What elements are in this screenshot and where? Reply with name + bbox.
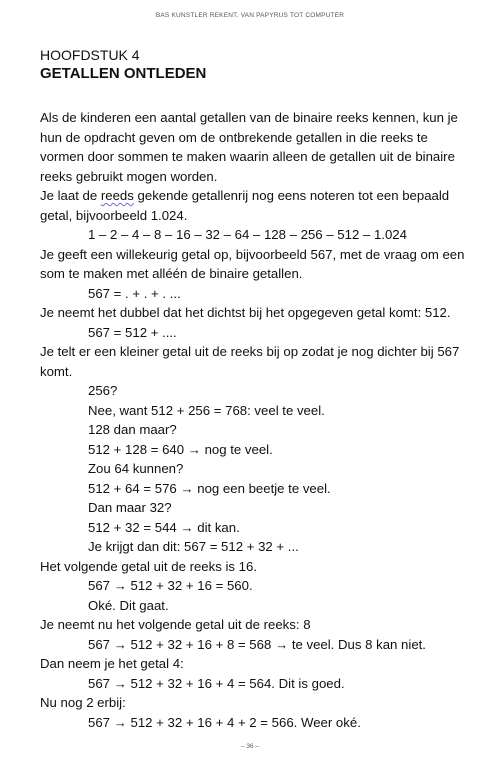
example-line: 512 + 32 = 544 → dit kan.: [88, 519, 240, 535]
chapter-label: HOOFDSTUK 4: [40, 47, 140, 63]
example-line: Oké. Dit gaat.: [88, 597, 169, 613]
paragraph: Het volgende getal uit de reeks is 16.: [40, 558, 257, 574]
example-line: Nee, want 512 + 256 = 768: veel te veel.: [88, 402, 325, 418]
spellcheck-marked-word: reeds: [100, 188, 134, 203]
paragraph: Als de kinderen een aantal getallen van de binaire reeks kennen, kun je hun de opdracht geven om de ontbrekende getallen in die reeks te vormen door sommen te maken waarin alleen de getallen uit de binaire reeks gebruikt mogen worden.: [40, 110, 458, 184]
paragraph: Je geeft een willekeurig getal op, bijvoorbeeld 567, met de vraag om een som te maken met alléén de binaire getallen.: [40, 246, 465, 281]
example-line: Zou 64 kunnen?: [88, 461, 184, 476]
example-line: 256?: [88, 383, 118, 398]
example-line: 567 → 512 + 32 + 16 = 560.: [88, 578, 253, 593]
page-number: – 36 –: [240, 743, 260, 750]
example-line: 567 = . + . + . ...: [88, 285, 181, 301]
example-line: Je krijgt dan dit: 567 = 512 + 32 + ...: [88, 539, 299, 554]
running-header: BAS KUNSTLER REKENT. VAN PAPYRUS TOT COMPUTER: [155, 12, 345, 19]
example-line: 567 → 512 + 32 + 16 + 4 = 564. Dit is goed.: [88, 675, 345, 691]
paragraph: Dan neem je het getal 4:: [40, 656, 184, 671]
paragraph: Nu nog 2 erbij:: [40, 695, 126, 710]
example-line: 1 – 2 – 4 – 8 – 16 – 32 – 64 – 128 – 256 – 512 – 1.024: [88, 227, 407, 242]
example-line: 567 → 512 + 32 + 16 + 8 = 568 → te veel. Dus 8 kan niet.: [88, 636, 426, 652]
paragraph-text: gekende getallenrij nog eens noteren tot een bepaald getal, bijvoorbeeld 1.024.: [40, 188, 450, 223]
paragraph: Je neemt nu het volgende getal uit de reeks: 8: [40, 617, 311, 632]
example-line: 512 + 128 = 640 → nog te veel.: [88, 441, 273, 457]
example-line: 567 = 512 + ....: [88, 324, 177, 340]
paragraph: Je neemt het dubbel dat het dichtst bij het opgegeven getal komt: 512.: [40, 305, 451, 320]
paragraph: Je telt er een kleiner getal uit de reeks bij op zodat je nog dichter bij 567 komt.: [40, 344, 460, 379]
example-line: Dan maar 32?: [88, 500, 172, 515]
example-line: 567 → 512 + 32 + 16 + 4 + 2 = 566. Weer oké.: [88, 714, 361, 730]
chapter-title: GETALLEN ONTLEDEN: [40, 65, 207, 82]
body-text: [40, 108, 470, 732]
paragraph-text: Je laat de: [40, 188, 101, 203]
example-line: 128 dan maar?: [88, 422, 177, 437]
example-line: 512 + 64 = 576 → nog een beetje te veel.: [88, 480, 331, 496]
paragraph: [40, 186, 470, 225]
